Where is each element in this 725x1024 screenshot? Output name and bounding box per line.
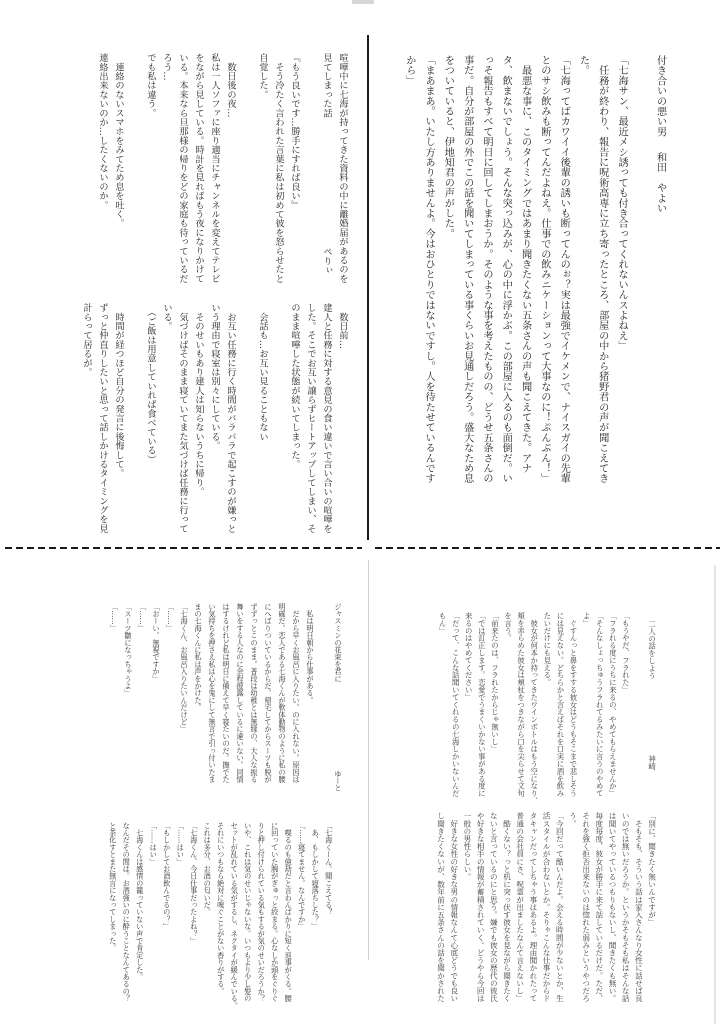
story-tier-lower bbox=[78, 303, 350, 539]
text-column: たいだけにも見える。 bbox=[542, 612, 552, 686]
text-column: 「おーい。無視ですか」 bbox=[152, 603, 161, 683]
text-column: はするけれど私は明日に備えて早く寝たいのだ。撫でた bbox=[222, 603, 231, 783]
text-column: まの七海くんに私は声をかけた。 bbox=[194, 603, 203, 711]
text-column: 「そんなしょっちゅうフラれてるみたいに言うのやめて bbox=[595, 612, 605, 797]
blank-column bbox=[270, 303, 286, 539]
title-column: 喧嘩中に七海が持ってきた資料の中に離婚届があるのを bbox=[337, 53, 348, 283]
text-column: とのサシ飲みも断ってんだよねえ。仕事での飲みニケーションって大事なのに！ぷんぷん！」 bbox=[538, 55, 550, 484]
text-column: いう理由で寝室は別々にしている。 bbox=[209, 303, 220, 451]
story-title: 二人の話をしよう bbox=[647, 620, 657, 680]
text-column: 「……寝てません。なんですか」 bbox=[297, 822, 307, 930]
text-column: 「七海サン、最近メシ誘っても付き合ってくれないんスよねえ」 bbox=[616, 55, 628, 351]
story-author: 和田 やよい bbox=[654, 152, 666, 214]
text-column: 来るのはやめてください」 bbox=[464, 612, 474, 701]
story-tier-lower bbox=[434, 812, 658, 1010]
text-column: それを強く拒否出来ないのは惚れた弱みというやつだろ bbox=[581, 812, 591, 1002]
text-column: いや、これは気のせいじゃないな。いつもより少し髪の bbox=[243, 822, 253, 1002]
divider-horizontal-dashed-right bbox=[375, 547, 720, 549]
story-author: 神崎 bbox=[647, 755, 657, 770]
text-column: 「フラれる度にうちに来るの、やめてもらえませんか」 bbox=[608, 612, 618, 797]
text-column: 私は一人ソファに座り適当にチャンネルを変えてテレビ bbox=[209, 53, 220, 283]
text-column: いる。 bbox=[161, 303, 172, 331]
text-column: ずっと仲直りしたいと思って話しかけるタイミングを見 bbox=[97, 303, 108, 533]
text-column: だから早くお風呂に入りたい。のに入れない。原因は bbox=[292, 603, 301, 783]
text-column: 舞いをする人なのに余程披露しているに違いない。同情 bbox=[236, 603, 245, 783]
text-column: それにいつもなら絶対に嗅ぐことがない香りがする。 bbox=[216, 822, 226, 995]
text-column: 「前来たのは、フラれたからじゃ無いし」 bbox=[490, 612, 500, 753]
text-column: い気持ちを押さえ私は心を鬼にして無言で引っ付いたま bbox=[208, 603, 217, 783]
text-column: ぐすんっと鼻をすする彼女はどうもそこまで悲しそう bbox=[569, 612, 578, 797]
text-column: 最悪な事に、このタイミングではあまり聞きたくない五条さんの声も聞こえてきた。アナ bbox=[519, 55, 531, 474]
text-column: 普通の会社員にさ、呪霊が出ましたなんて言えないし」 bbox=[515, 812, 525, 1002]
blank-column bbox=[632, 612, 645, 804]
text-column: 活スタイルが合わないとか。そりゃこんな仕事だからド bbox=[542, 812, 552, 1002]
story-author: ゆーと bbox=[334, 770, 343, 792]
text-column: 「七海くーん。聞こえてる？ bbox=[324, 822, 334, 916]
text-column: から」 bbox=[403, 55, 415, 86]
text-column: 「では訂正します。恋愛でうまくいかない事がある度に bbox=[477, 612, 487, 797]
text-column: なんだその間は。お酒強いのに酔うことなんてあるの？ bbox=[122, 822, 132, 1002]
story-author: ぺりぃ bbox=[321, 247, 332, 275]
text-column: に回っていた腕がぎゅっと絞まる。心なしか頭をぐりぐ bbox=[270, 822, 280, 1002]
text-column: 毎度毎度、彼女が勝手に来て話しているだけだ。ただ、 bbox=[594, 812, 604, 1002]
text-column: をながら見している。時計を見ればもう夜になりかけて bbox=[193, 53, 204, 283]
text-column: 「七海くん、お風呂入りたいんだけど」 bbox=[180, 603, 189, 733]
story-tier-lower bbox=[106, 822, 336, 1010]
text-column: 「まあまあ。いたし方ありませんよ。今はおひとりではないですし。人を待たせているんです bbox=[423, 55, 435, 484]
blank-column bbox=[302, 53, 318, 289]
text-column: 任務が終わり、報告に呪術高専に立ち寄ったところ、部屋の中から猪野君の声が聞こえてき bbox=[596, 55, 608, 484]
story-tier-upper bbox=[107, 603, 345, 791]
story-tier-upper bbox=[94, 53, 350, 289]
text-column: ずずっとこのまま。普段は幼稚とは無縁の、大人な振る bbox=[250, 603, 259, 783]
page-edge-shadow bbox=[714, 565, 716, 1024]
text-column: タキャンだってしちゃう事はあるよ。理由聞かれたって bbox=[528, 812, 538, 1002]
text-column: にへばりついているからだ。帰宅してからスーツも脱が bbox=[264, 603, 273, 783]
divider-horizontal-dashed-left bbox=[5, 547, 362, 549]
text-column: は聞いてやっているつもりもないし、聞きたくも無い。 bbox=[608, 812, 618, 1002]
text-column: りと押し付けられている気もするが気のせいだろうか？ bbox=[257, 822, 267, 1002]
text-column: 一般の男性らしい。 bbox=[462, 812, 472, 881]
blank-column bbox=[126, 53, 142, 289]
text-column: 「七海ってばカワイイ後輩の誘いも断ってんのぉ？実は最強でイケメンで、ナイスガイの先輩 bbox=[558, 55, 570, 484]
blank-column bbox=[317, 603, 331, 791]
text-column: 「だって、こんな話聞いてくれるの七海しかいないんだ bbox=[451, 612, 461, 797]
title-column bbox=[650, 55, 669, 495]
text-column: た。 bbox=[577, 55, 589, 76]
text-column: ろう… bbox=[161, 53, 172, 81]
text-column: 数日後の夜… bbox=[225, 53, 236, 118]
text-column: 酷くない？っと机に突っ伏す彼女を見ながら聞きたく bbox=[502, 812, 512, 1002]
text-column: 時間が経つほど自分の発言に後悔して。 bbox=[113, 303, 124, 478]
story-title: ジャスミンの花束を君に bbox=[334, 603, 343, 683]
text-column: 「もしかしてお酒飲んでるの？」 bbox=[162, 822, 172, 930]
text-column: 明確だ。恋人である七海くんが軟体動物のように私の腰 bbox=[278, 603, 287, 783]
text-column: う。 bbox=[568, 812, 578, 828]
title-column bbox=[645, 612, 658, 804]
title-column bbox=[331, 603, 345, 791]
story-tier bbox=[400, 55, 670, 495]
text-column: 「……はい」 bbox=[176, 822, 186, 866]
text-column: 頬を赤らめた彼女は頬杖をつきながら口を尖らせて文句 bbox=[516, 612, 526, 797]
text-column: や好きな相手の情報が蓄積されていく。どうやら今回は bbox=[476, 812, 486, 1002]
text-column: 「今回だって酷いんだよ。会える時間が少ないとか、生 bbox=[555, 812, 565, 1002]
blank-column bbox=[238, 303, 254, 539]
text-column: をついていると、伊地知君の声がした。 bbox=[442, 55, 454, 239]
text-column: あ、もしかして寝落ちした？」 bbox=[311, 822, 321, 930]
text-column: には見えない。どちらかと言えばそれを口実に酒を飲み bbox=[555, 612, 565, 797]
page-header-mark bbox=[352, 0, 374, 4]
text-column: セットが乱れている気がするし、ネクタイが緩んでいる。 bbox=[230, 822, 240, 1010]
story-tier-upper bbox=[436, 612, 659, 804]
text-column: よ」 bbox=[582, 612, 592, 627]
text-column: 私は明日朝から仕事がある。 bbox=[306, 603, 315, 704]
divider-vertical-bottom bbox=[368, 560, 369, 960]
text-column: 「……」 bbox=[110, 603, 119, 632]
text-column: ないと言っているのにと思う。嫌でも彼女の歴代の彼氏 bbox=[489, 812, 499, 1002]
divider-vertical-top bbox=[367, 35, 369, 540]
text-column: 計らって居るが。 bbox=[81, 303, 92, 377]
text-column: 連絡出来ないのか…したくないのか。 bbox=[97, 53, 108, 210]
text-column: 数日前… bbox=[337, 303, 348, 349]
text-column: 「……」 bbox=[138, 603, 147, 632]
text-column: でも私は違う。 bbox=[145, 53, 156, 118]
text-column: 「七海くん、今日仕事だったよね？」 bbox=[189, 822, 199, 945]
blank-column bbox=[631, 55, 650, 495]
text-column: 気づけばそのまま寝ていてまた気づけば任務に行って bbox=[177, 303, 188, 533]
text-column: 事だ。自分が部屋の外でこの話を聞いてしまっている事くらいお見通しだろう。盛大なため息 bbox=[461, 55, 473, 484]
text-column: そう冷たく言われた言葉に私は初めて彼を怒らせたと bbox=[273, 53, 284, 283]
title-column bbox=[318, 53, 334, 289]
text-column: 七海くんは感情の籠っていない声で肯定した。 bbox=[135, 822, 145, 981]
text-column: 『もう良いです…勝手にすれば良い』 bbox=[289, 53, 300, 210]
text-column: 喋るのも億劫だと言わんばかりに短く返事がくる。腰 bbox=[284, 822, 294, 1002]
text-column: と茶化すとまた無言になってしまった。 bbox=[108, 822, 118, 952]
text-column: そのせいもあり建人は知らないうちに帰り。 bbox=[193, 303, 204, 497]
text-column: お互い任務に行く時間がバラバラで起こすのが嫌っと bbox=[225, 303, 236, 533]
text-column: いる。本来なら旦那様の帰りをどの家庭も待っているだ bbox=[177, 53, 188, 283]
text-column: のまま喧嘩した状態が続いてしまった。 bbox=[289, 303, 300, 469]
text-column: 「スーツ皺になっちゃうよ」 bbox=[124, 603, 133, 697]
text-column: っそ報告もすべて明日に回してしまおうか。そのような事を考えたものの、どうせ五条さんの bbox=[480, 55, 492, 484]
text-column: を言う。 bbox=[503, 612, 513, 642]
text-column: 会話も…お互い見ることもない bbox=[257, 303, 268, 441]
text-column: した。そこでお互い譲らずヒートアップしてしまい、そ bbox=[305, 303, 316, 533]
text-column: 「……はい」 bbox=[149, 822, 159, 866]
text-column: 建人と任務に対する意見の食い違いで言い合いの喧嘩を bbox=[321, 303, 332, 533]
text-column: 自覚した。 bbox=[257, 53, 268, 99]
text-column: 「……」 bbox=[166, 603, 175, 632]
text-column: もん」 bbox=[438, 612, 448, 635]
text-column: いのでは無いだろうか。というかそもそも私はそんな話 bbox=[621, 812, 631, 1002]
text-column: し聞きたくないが、数年前に五条さんの話を聞かされた bbox=[436, 812, 446, 1002]
text-column: 連絡のないスマホをみてため息を吐く。 bbox=[113, 53, 124, 228]
text-column: 「もうやだ、フラれた」 bbox=[621, 612, 631, 694]
text-column: これは多分、お酒の匂いだ。 bbox=[203, 822, 213, 916]
text-column: タ、飲まないでしょう。そんな突っ込みが、心の中に浮かぶ。この部屋に入るのも面倒だ。い bbox=[500, 55, 512, 484]
text-column: そもそも、そういう話は家入さんなり女性に話せば良 bbox=[634, 812, 644, 1002]
story-title: 付き合いの悪い男 bbox=[654, 55, 666, 137]
blank-column bbox=[238, 53, 254, 289]
text-column: 好きな女性の好きな男の情報なんて心底どうでも良い bbox=[449, 812, 459, 1002]
blank-column bbox=[126, 303, 142, 539]
text-column: （ご飯は用意していれば食べている） bbox=[145, 303, 156, 464]
text-column: 彼女が何本か持ってきたワインボトルはもう空になり、 bbox=[529, 612, 539, 805]
story-title: 見てしまった話 bbox=[321, 53, 332, 118]
text-column: 「別に、聞きたく無いんですが」 bbox=[647, 812, 657, 926]
